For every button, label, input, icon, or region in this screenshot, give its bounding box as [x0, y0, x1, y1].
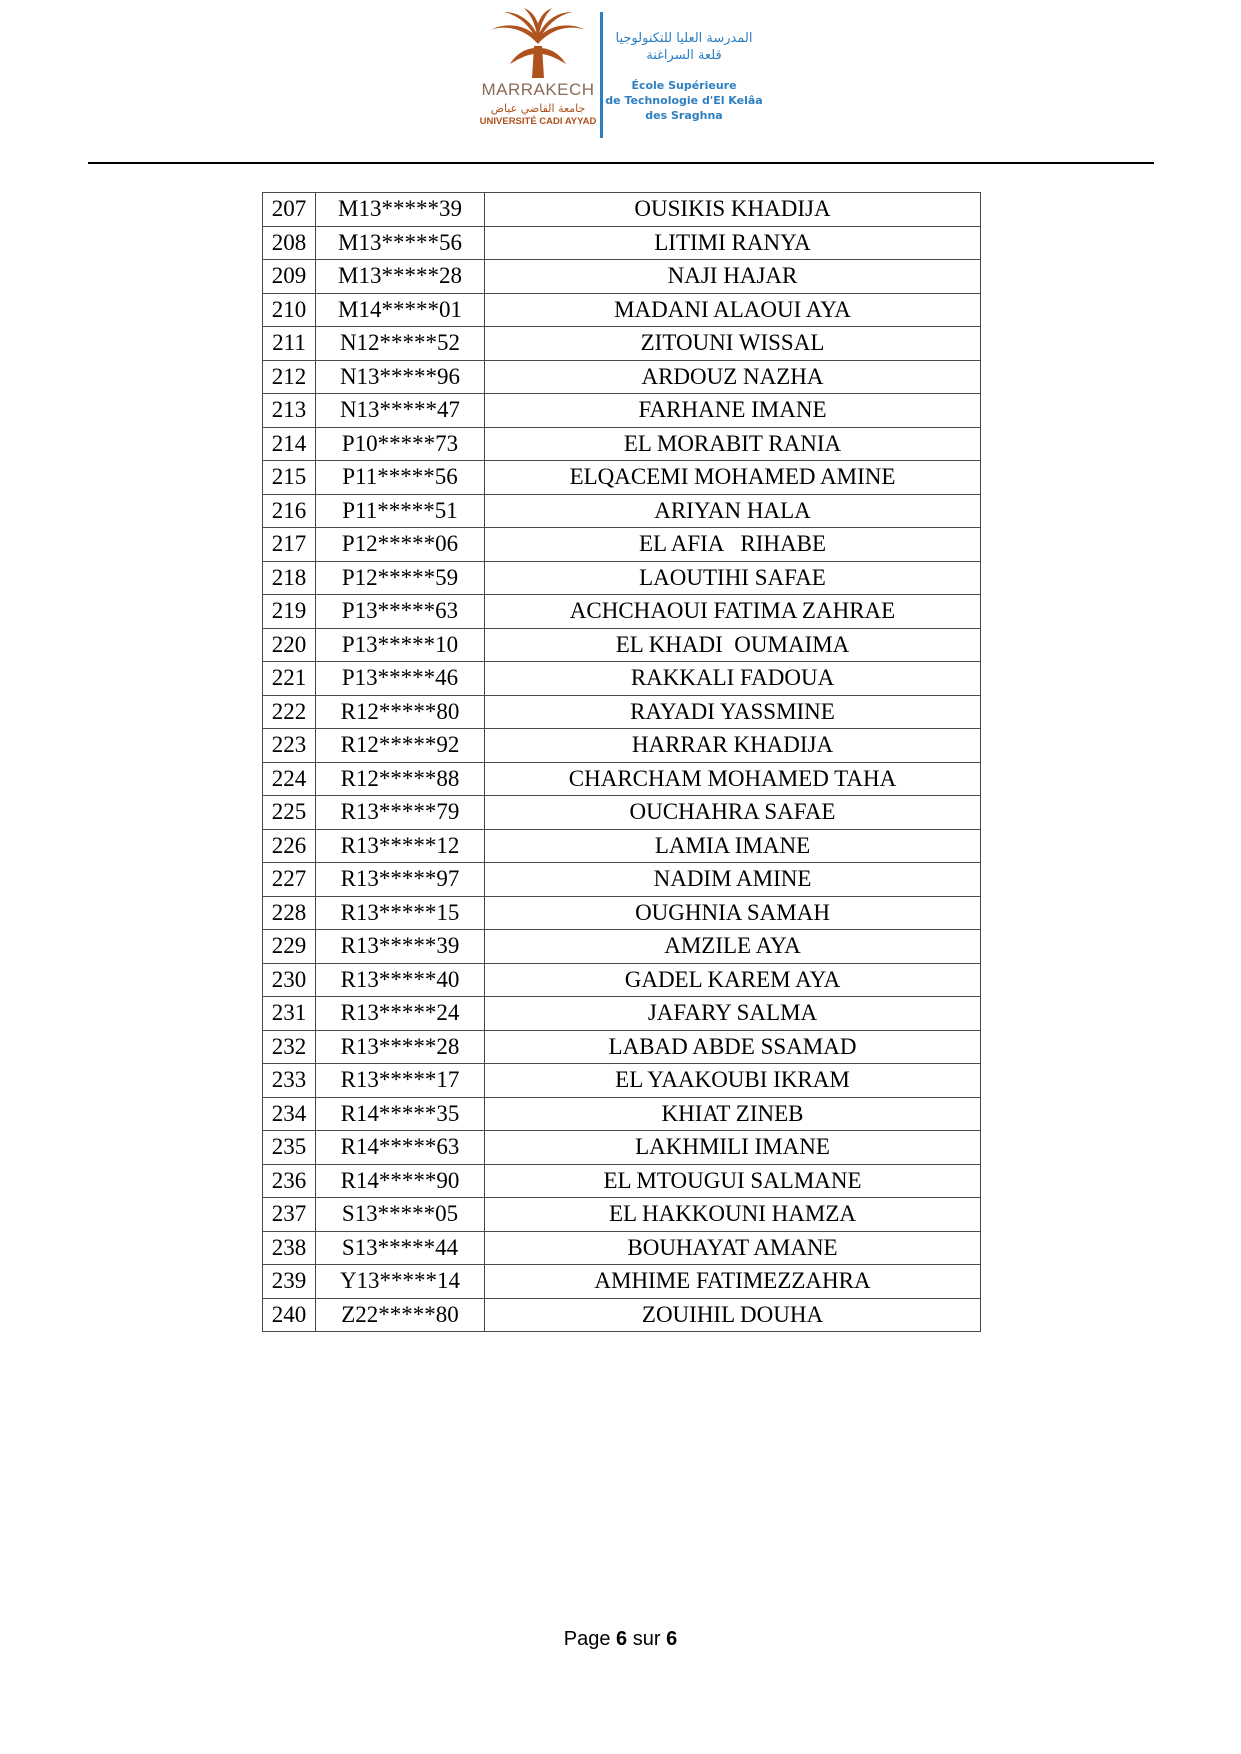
table-row: [263, 963, 981, 997]
student-name: LABAD ABDE SSAMAD: [485, 1030, 981, 1064]
student-name: KHIAT ZINEB: [485, 1097, 981, 1131]
student-code: Z22*****80: [316, 1298, 485, 1332]
student-code: N13*****47: [316, 394, 485, 428]
student-name: ACHCHAOUI FATIMA ZAHRAE: [485, 595, 981, 629]
student-code: M13*****56: [316, 226, 485, 260]
row-number: 207: [263, 193, 316, 227]
table-row: [263, 461, 981, 495]
student-code: R12*****88: [316, 762, 485, 796]
row-number: 228: [263, 896, 316, 930]
student-name: BOUHAYAT AMANE: [485, 1231, 981, 1265]
student-name: MADANI ALAOUI AYA: [485, 293, 981, 327]
student-code: P12*****06: [316, 528, 485, 562]
school-french-line2: de Technologie d'El Kelâa: [605, 94, 763, 107]
student-name: CHARCHAM MOHAMED TAHA: [485, 762, 981, 796]
table-row: [263, 427, 981, 461]
row-number: 239: [263, 1265, 316, 1299]
student-code: R12*****92: [316, 729, 485, 763]
student-code: P10*****73: [316, 427, 485, 461]
student-name: HARRAR KHADIJA: [485, 729, 981, 763]
school-french-name: [604, 78, 764, 123]
student-code: R14*****35: [316, 1097, 485, 1131]
page-current: 6: [616, 1628, 628, 1650]
student-name: NADIM AMINE: [485, 863, 981, 897]
row-number: 224: [263, 762, 316, 796]
logo-arabic-text: جامعة القاضي عياض: [490, 102, 586, 115]
student-code: M14*****01: [316, 293, 485, 327]
row-number: 229: [263, 930, 316, 964]
table-row: [263, 896, 981, 930]
student-code: R13*****17: [316, 1064, 485, 1098]
row-number: 214: [263, 427, 316, 461]
table-row: [263, 729, 981, 763]
student-code: R14*****90: [316, 1164, 485, 1198]
table-row: [263, 494, 981, 528]
table-row: [263, 662, 981, 696]
row-number: 235: [263, 1131, 316, 1165]
table-row: [263, 863, 981, 897]
table-row: [263, 360, 981, 394]
table-row: [263, 762, 981, 796]
row-number: 210: [263, 293, 316, 327]
table-row: [263, 1097, 981, 1131]
school-french-line1: École Supérieure: [631, 79, 737, 92]
student-code: R13*****24: [316, 997, 485, 1031]
palm-tree-icon: [486, 8, 590, 80]
row-number: 215: [263, 461, 316, 495]
student-name: OUSIKIS KHADIJA: [485, 193, 981, 227]
student-name: EL MORABIT RANIA: [485, 427, 981, 461]
table-row: [263, 997, 981, 1031]
logo-university-text: UNIVERSITÉ CADI AYYAD: [479, 116, 597, 127]
student-code: P13*****10: [316, 628, 485, 662]
university-logo: [478, 8, 598, 140]
row-number: 219: [263, 595, 316, 629]
row-number: 218: [263, 561, 316, 595]
student-list-body: [263, 193, 981, 1332]
row-number: 223: [263, 729, 316, 763]
page-sep: sur: [632, 1628, 661, 1650]
school-name-block: [604, 30, 764, 123]
student-name: RAYADI YASSMINE: [485, 695, 981, 729]
student-code: N12*****52: [316, 327, 485, 361]
student-code: R13*****97: [316, 863, 485, 897]
student-list-table: [262, 192, 981, 1332]
table-row: [263, 260, 981, 294]
table-row: [263, 1198, 981, 1232]
student-code: N13*****96: [316, 360, 485, 394]
student-name: EL YAAKOUBI IKRAM: [485, 1064, 981, 1098]
student-code: R13*****79: [316, 796, 485, 830]
row-number: 231: [263, 997, 316, 1031]
table-row: [263, 930, 981, 964]
student-name: ARIYAN HALA: [485, 494, 981, 528]
student-name: ARDOUZ NAZHA: [485, 360, 981, 394]
student-code: P13*****46: [316, 662, 485, 696]
row-number: 217: [263, 528, 316, 562]
student-name: JAFARY SALMA: [485, 997, 981, 1031]
page-footer: [0, 1628, 1241, 1651]
student-name: EL HAKKOUNI HAMZA: [485, 1198, 981, 1232]
student-name: LAKHMILI IMANE: [485, 1131, 981, 1165]
table-row: [263, 193, 981, 227]
row-number: 221: [263, 662, 316, 696]
table-row: [263, 1131, 981, 1165]
student-name: LAOUTIHI SAFAE: [485, 561, 981, 595]
row-number: 213: [263, 394, 316, 428]
student-name: ELQACEMI MOHAMED AMINE: [485, 461, 981, 495]
row-number: 230: [263, 963, 316, 997]
row-number: 208: [263, 226, 316, 260]
student-code: R13*****40: [316, 963, 485, 997]
row-number: 216: [263, 494, 316, 528]
student-name: FARHANE IMANE: [485, 394, 981, 428]
row-number: 211: [263, 327, 316, 361]
school-french-line3: des Sraghna: [645, 109, 723, 122]
logo-divider: [600, 12, 603, 138]
student-name: EL MTOUGUI SALMANE: [485, 1164, 981, 1198]
student-name: AMHIME FATIMEZZAHRA: [485, 1265, 981, 1299]
student-code: P13*****63: [316, 595, 485, 629]
table-row: [263, 1164, 981, 1198]
table-row: [263, 1265, 981, 1299]
table-row: [263, 829, 981, 863]
student-code: R13*****15: [316, 896, 485, 930]
student-name: EL KHADI OUMAIMA: [485, 628, 981, 662]
table-row: [263, 1231, 981, 1265]
row-number: 240: [263, 1298, 316, 1332]
row-number: 236: [263, 1164, 316, 1198]
table-row: [263, 528, 981, 562]
table-row: [263, 695, 981, 729]
table-row: [263, 1030, 981, 1064]
school-arabic-line2: قلعة السراغنة: [646, 48, 722, 63]
row-number: 226: [263, 829, 316, 863]
student-name: ZITOUNI WISSAL: [485, 327, 981, 361]
student-code: R13*****39: [316, 930, 485, 964]
row-number: 212: [263, 360, 316, 394]
student-code: R14*****63: [316, 1131, 485, 1165]
table-row: [263, 796, 981, 830]
student-code: R13*****28: [316, 1030, 485, 1064]
student-code: S13*****44: [316, 1231, 485, 1265]
page-label: Page: [563, 1628, 611, 1650]
row-number: 225: [263, 796, 316, 830]
student-name: AMZILE AYA: [485, 930, 981, 964]
logo-city-text: MARRAKECH: [481, 80, 595, 99]
student-code: M13*****39: [316, 193, 485, 227]
table-row: [263, 394, 981, 428]
student-name: EL AFIA RIHABE: [485, 528, 981, 562]
row-number: 227: [263, 863, 316, 897]
student-name: NAJI HAJAR: [485, 260, 981, 294]
row-number: 209: [263, 260, 316, 294]
table-row: [263, 1064, 981, 1098]
student-name: RAKKALI FADOUA: [485, 662, 981, 696]
row-number: 234: [263, 1097, 316, 1131]
student-code: Y13*****14: [316, 1265, 485, 1299]
table-row: [263, 561, 981, 595]
student-name: LAMIA IMANE: [485, 829, 981, 863]
row-number: 232: [263, 1030, 316, 1064]
page-header: [0, 0, 1241, 165]
table-row: [263, 628, 981, 662]
student-code: R13*****12: [316, 829, 485, 863]
row-number: 233: [263, 1064, 316, 1098]
row-number: 237: [263, 1198, 316, 1232]
student-code: M13*****28: [316, 260, 485, 294]
student-name: OUGHNIA SAMAH: [485, 896, 981, 930]
student-code: P11*****56: [316, 461, 485, 495]
header-rule: [88, 162, 1154, 164]
table-row: [263, 226, 981, 260]
student-code: P11*****51: [316, 494, 485, 528]
student-name: OUCHAHRA SAFAE: [485, 796, 981, 830]
row-number: 238: [263, 1231, 316, 1265]
student-code: P12*****59: [316, 561, 485, 595]
table-row: [263, 1298, 981, 1332]
student-name: LITIMI RANYA: [485, 226, 981, 260]
student-name: ZOUIHIL DOUHA: [485, 1298, 981, 1332]
row-number: 220: [263, 628, 316, 662]
school-arabic-line1: المدرسة العليا للتكنولوجيا: [615, 31, 753, 46]
page-total: 6: [666, 1628, 678, 1650]
table-row: [263, 595, 981, 629]
table-row: [263, 293, 981, 327]
table-row: [263, 327, 981, 361]
row-number: 222: [263, 695, 316, 729]
student-code: R12*****80: [316, 695, 485, 729]
student-code: S13*****05: [316, 1198, 485, 1232]
student-name: GADEL KAREM AYA: [485, 963, 981, 997]
